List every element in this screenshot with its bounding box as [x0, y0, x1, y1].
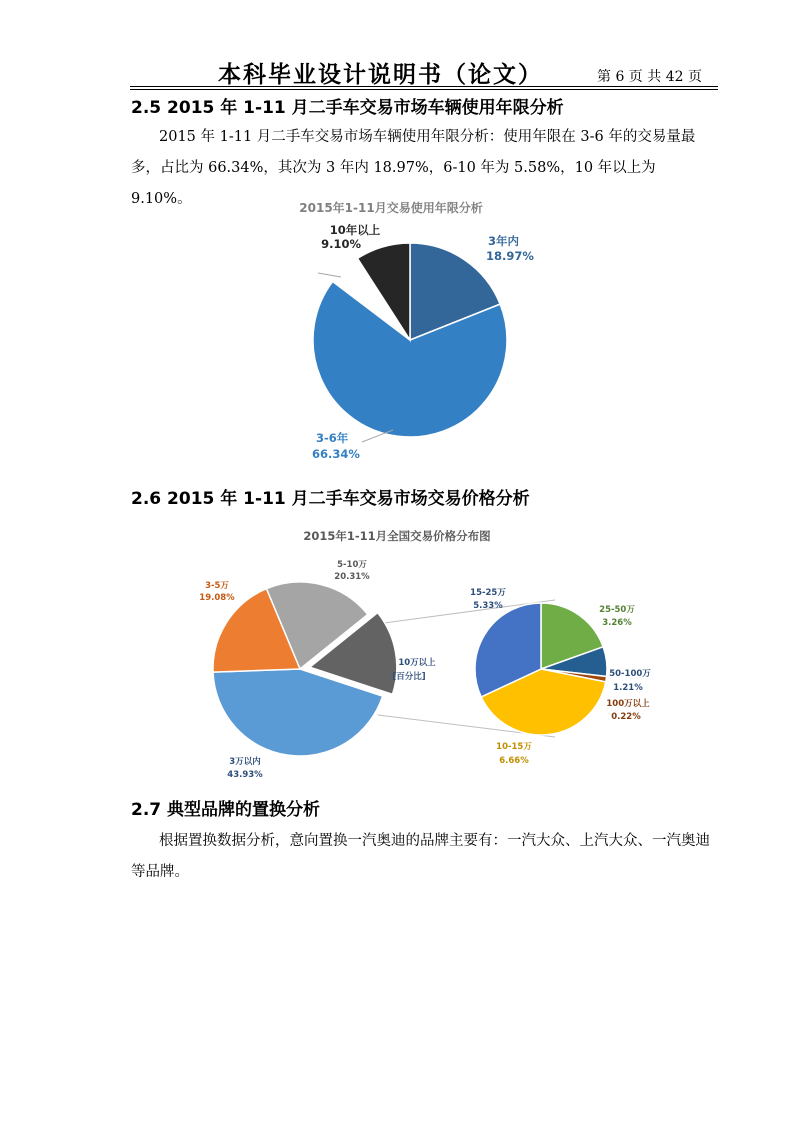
document-title: 本科毕业设计说明书（论文） [218, 62, 543, 88]
age-chart-title: 2015年1-11月交易使用年限分析 [299, 201, 483, 215]
age-value-10plus: 9.10% [321, 237, 361, 251]
price-value-10plus: [百分比] [392, 672, 426, 682]
section-paragraph-2-7: 根据置换数据分析，意向置换一汽奥迪的品牌主要有：一汽大众、上汽大众、一汽奥迪等品牌。 [131, 833, 710, 880]
age-label-10plus: 10年以上 [329, 223, 381, 237]
section-heading-2-7: 2.7 典型品牌的置换分析 [131, 800, 321, 820]
age-value-3y: 18.97% [486, 249, 534, 263]
price-value-100plus: 0.22% [611, 712, 641, 722]
price-value-50-100: 1.21% [613, 683, 643, 693]
price-value-10-15: 6.66% [499, 756, 529, 766]
price-value-5-10: 20.31% [334, 572, 370, 582]
price-label-5-10: 5-10万 [337, 560, 367, 570]
section-paragraph-2-5: 2015 年 1-11 月二手车交易市场车辆使用年限分析：使用年限在 3-6 年的交易量最多，占比为 66.34%，其次为 3 年内 18.97%，6-10 年为 5.58%，10 年以上为 9.10%。 [131, 129, 696, 207]
price-label-3-under: 3万以内 [229, 757, 261, 767]
price-value-25-50: 3.26% [602, 618, 632, 628]
price-label-50-100: 50-100万 [609, 669, 651, 679]
price-chart-title: 2015年1-11月全国交易价格分布图 [303, 529, 491, 543]
price-value-3-under: 43.93% [227, 770, 263, 780]
age-value-3-6y: 66.34% [312, 447, 360, 461]
price-value-15-25: 5.33% [473, 601, 503, 611]
section-heading-2-6: 2.6 2015 年 1-11 月二手车交易市场交易价格分析 [131, 489, 530, 509]
age-label-3-6y: 3-6年 [316, 431, 349, 445]
price-label-3-5: 3-5万 [205, 581, 229, 591]
section-heading-2-5: 2.5 2015 年 1-11 月二手车交易市场车辆使用年限分析 [131, 98, 564, 118]
price-label-15-25: 15-25万 [470, 588, 506, 598]
price-label-10plus: 10万以上 [398, 658, 436, 668]
price-label-100plus: 100万以上 [606, 699, 650, 709]
price-label-10-15: 10-15万 [496, 742, 532, 752]
price-label-25-50: 25-50万 [599, 605, 635, 615]
page-number: 第 6 页 共 42 页 [597, 69, 702, 85]
price-value-3-5: 19.08% [199, 593, 235, 603]
age-label-3y: 3年内 [488, 234, 520, 248]
